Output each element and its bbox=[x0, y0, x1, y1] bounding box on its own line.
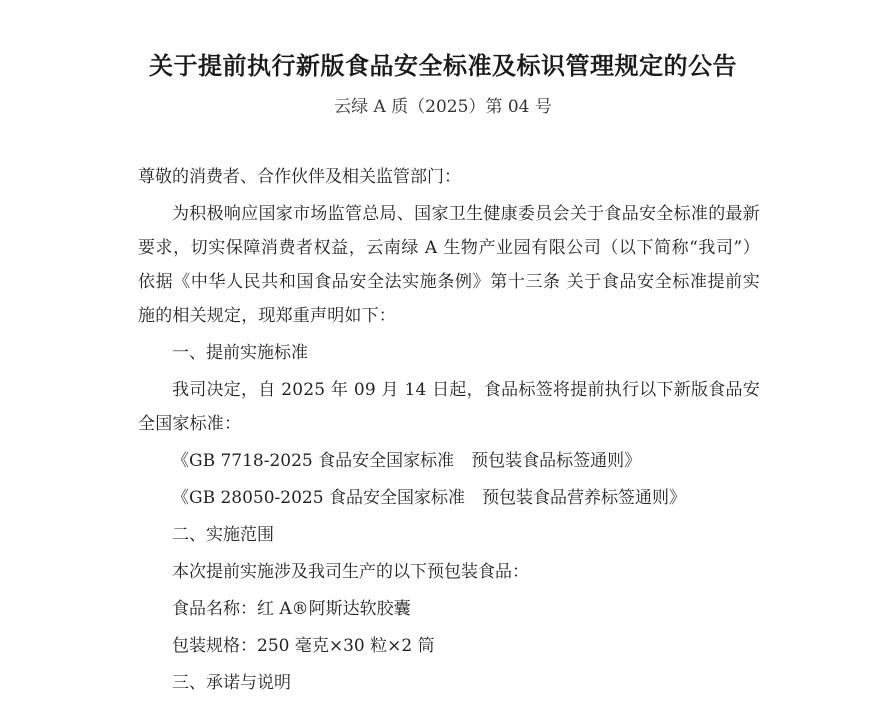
salutation: 尊敬的消费者、合作伙伴及相关监管部门： bbox=[138, 167, 461, 187]
product-name: 食品名称：红 A®阿斯达软胶囊 bbox=[172, 599, 411, 619]
section-1-paragraph: 我司决定，自 2025 年 09 月 14 日起，食品标签将提前执行以下新版食品安全国家标准： bbox=[138, 380, 760, 434]
document-number: 云绿 A 质（2025）第 04 号 bbox=[334, 97, 552, 117]
intro-paragraph: 为积极响应国家市场监管总局、国家卫生健康委员会关于食品安全标准的最新要求，切实保障消费者权益，云南绿 A 生物产业园有限公司（以下简称“我司”）依据《中华人民共和国食品安全法实施条例》第十三条 关于食品安全标准提前实施的相关规定，现郑重声明如下： bbox=[138, 204, 760, 326]
section-heading-3: 三、承诺与说明 bbox=[172, 673, 291, 693]
section-heading-1: 一、提前实施标准 bbox=[172, 343, 308, 363]
standard-item-gb7718: 《GB 7718-2025 食品安全国家标准 预包装食品标签通则》 bbox=[172, 451, 642, 471]
section-heading-2: 二、实施范围 bbox=[172, 525, 274, 545]
product-spec: 包装规格：250 毫克×30 粒×2 筒 bbox=[172, 636, 435, 656]
section-2-paragraph: 本次提前实施涉及我司生产的以下预包装食品： bbox=[172, 562, 529, 582]
standard-item-gb28050: 《GB 28050-2025 食品安全国家标准 预包装食品营养标签通则》 bbox=[172, 488, 686, 508]
announcement-title: 关于提前执行新版食品安全标准及标识管理规定的公告 bbox=[149, 51, 737, 80]
document-body bbox=[138, 160, 760, 703]
